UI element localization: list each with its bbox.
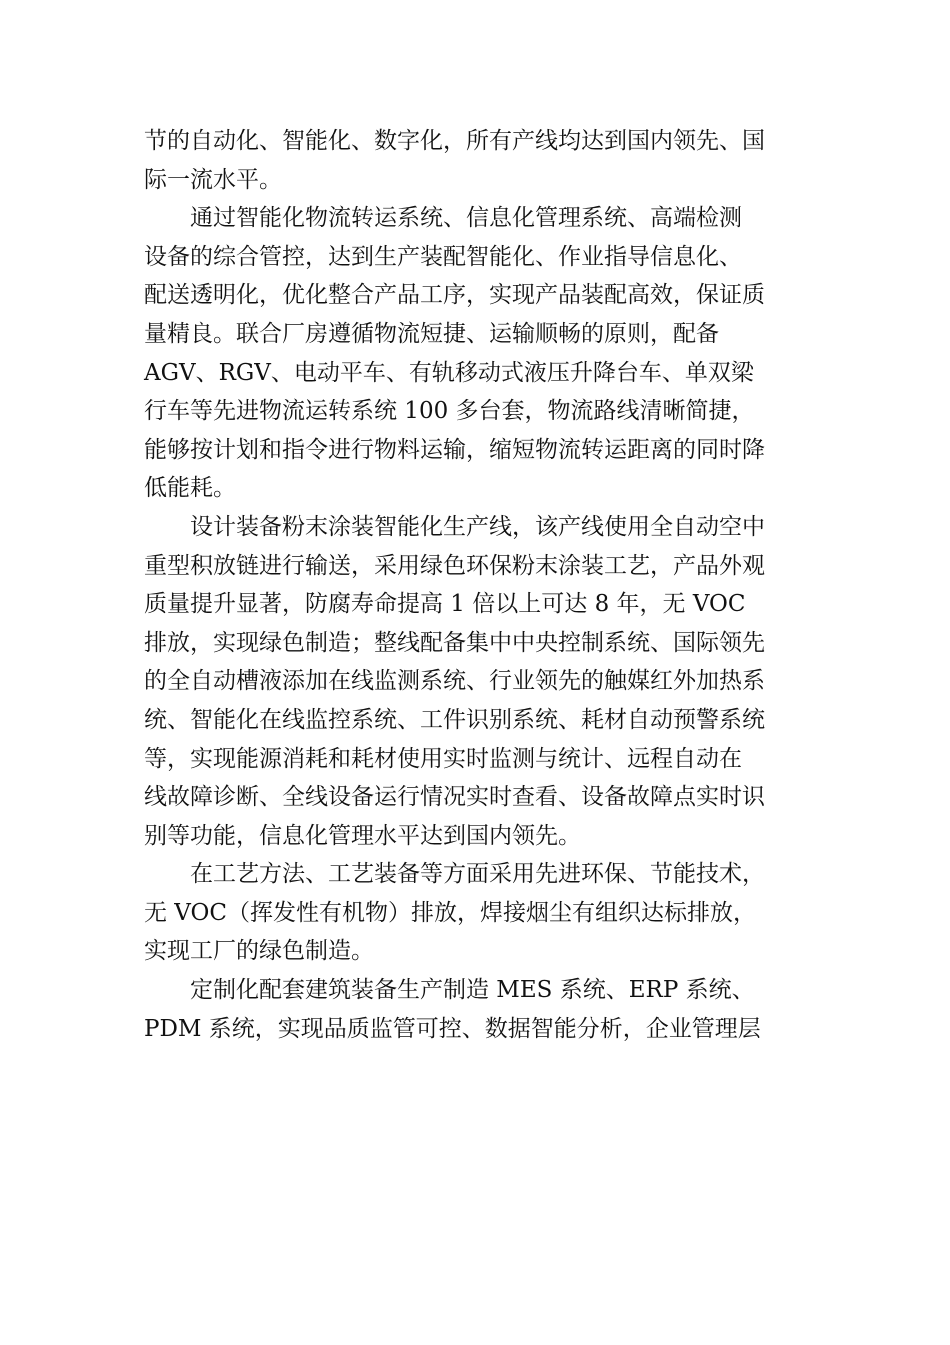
paragraph-first-line: 在工艺方法、工艺装备等方面采用先进环保、节能技术， (190, 861, 765, 888)
text-line: 统、智能化在线监控系统、工件识别系统、耗材自动预警系统 (144, 706, 765, 733)
text-line: AGV、RGV、电动平车、有轨移动式液压升降台车、单双梁 (144, 359, 754, 386)
document-body (144, 122, 814, 1048)
paragraph-first-line: 设计装备粉末涂装智能化生产线，该产线使用全自动空中 (190, 513, 765, 540)
paragraph-first-line: 通过智能化物流转运系统、信息化管理系统、高端检测 (190, 205, 742, 232)
text-line: 低能耗。 (144, 475, 236, 502)
text-line: 实现工厂的绿色制造。 (144, 938, 374, 965)
text-line: 等，实现能源消耗和耗材使用实时监测与统计、远程自动在 (144, 745, 742, 772)
text-line: 量精良。联合厂房遵循物流短捷、运输顺畅的原则，配备 (144, 320, 719, 347)
text-line: 排放，实现绿色制造；整线配备集中中央控制系统、国际领先 (144, 629, 765, 656)
paragraph-first-line: 定制化配套建筑装备生产制造 MES 系统、ERP 系统、 (190, 977, 755, 1004)
text-line: 重型积放链进行输送，采用绿色环保粉末涂装工艺，产品外观 (144, 552, 765, 579)
text-line: 线故障诊断、全线设备运行情况实时查看、设备故障点实时识 (144, 784, 765, 811)
text-line: 行车等先进物流运转系统 100 多台套，物流路线清晰简捷， (144, 398, 755, 425)
text-line: 的全自动槽液添加在线监测系统、行业领先的触媒红外加热系 (144, 668, 765, 695)
text-line: 别等功能，信息化管理水平达到国内领先。 (144, 822, 581, 849)
text-line: 质量提升显著，防腐寿命提高 1 倍以上可达 8 年，无 VOC (144, 591, 746, 618)
text-line: 际一流水平。 (144, 166, 282, 193)
text-line: 配送透明化，优化整合产品工序，实现产品装配高效，保证质 (144, 282, 765, 309)
text-line: 无 VOC（挥发性有机物）排放，焊接烟尘有组织达标排放， (144, 899, 756, 926)
text-line: 能够按计划和指令进行物料运输，缩短物流转运距离的同时降 (144, 436, 765, 463)
text-line: 设备的综合管控，达到生产装配智能化、作业指导信息化、 (144, 243, 742, 270)
text-line: PDM 系统，实现品质监管可控、数据智能分析，企业管理层 (144, 1015, 761, 1042)
text-line: 节的自动化、智能化、数字化，所有产线均达到国内领先、国 (144, 128, 765, 154)
